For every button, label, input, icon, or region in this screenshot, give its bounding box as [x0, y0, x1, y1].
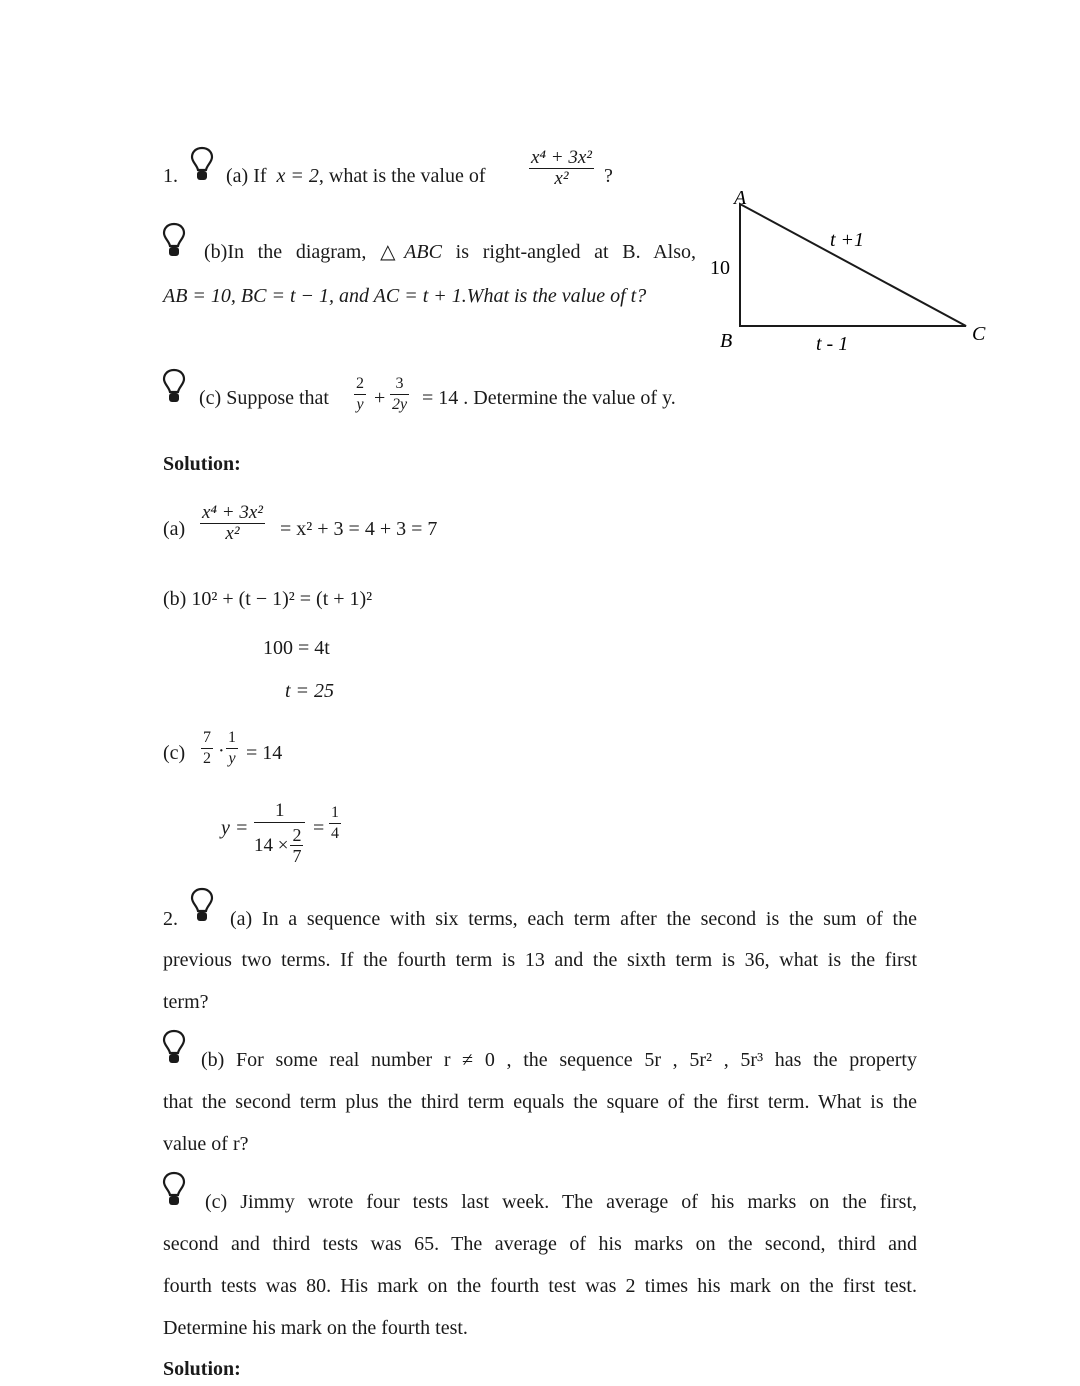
q1b-line1: (b)In the diagram, △ABC is right-angled at B. Also, [204, 241, 697, 263]
sol1b-line3: t = 25 [285, 680, 335, 702]
q1a-fraction: $\frac{\text{x⁴ + 3x²}}{\text{x²}}$ [531, 147, 592, 189]
sol1c-fraction-2: $\frac{1}{y}$ [228, 729, 236, 767]
q2c-line3: fourth tests was 80. His mark on the fourth test was 2 times his mark on the first test. [163, 1275, 917, 1297]
sol1c2-den-prefix: 14 × [254, 834, 289, 856]
q2c-line1: (c) Jimmy wrote four tests last week. The average of his marks on the first, [205, 1191, 917, 1213]
lightbulb-icon [162, 1171, 186, 1207]
q2a-line3: term? [163, 991, 209, 1013]
side-label-ac: t +1 [830, 229, 865, 251]
sol1c-dot: · [218, 740, 225, 762]
q2a-line2: previous two terms. If the fourth term is 13 and the sixth term is 36, what is the first [163, 949, 917, 971]
q1c-plus: + [374, 387, 386, 409]
q1b-line2: AB = 10, BC = t − 1, and AC = t + 1.What is the value of t? [163, 285, 647, 307]
q1a-question-mark: ? [604, 165, 613, 187]
q2c-line4: Determine his mark on the fourth test. [163, 1317, 468, 1339]
sol1c2-den-fraction: $\frac{2}{7}$ [292, 825, 302, 866]
sol1c-fraction-1: $\frac{7}{2}$ [203, 729, 211, 767]
question-number-2: 2. [163, 908, 178, 930]
lightbulb-icon [162, 222, 186, 258]
q1c-fraction-1: $\frac{2}{y}$ [356, 375, 364, 413]
lightbulb-icon [190, 887, 214, 923]
sol1c2-eq: = [313, 817, 325, 839]
q1a-text: (a) If x = 2, what is the value of [226, 165, 486, 187]
vertex-label-a: A [734, 187, 747, 209]
q2b-line3: value of r? [163, 1133, 249, 1155]
side-label-bc: t - 1 [816, 333, 849, 355]
sol1b-line1: (b) 10² + (t − 1)² = (t + 1)² [163, 588, 373, 610]
sol1a-fraction: $\frac{\text{x⁴ + 3x²}}{\text{x²}}$ [202, 502, 263, 544]
q2b-line2: that the second term plus the third term equals the square of the first term. What is the [163, 1091, 917, 1113]
solution-heading-2: Solution: [163, 1358, 241, 1380]
q2a-line1: (a) In a sequence with six terms, each term after the second is the sum of the [230, 908, 917, 930]
side-label-ab: 10 [710, 257, 730, 279]
vertex-label-b: B [720, 330, 733, 352]
lightbulb-icon [162, 1029, 186, 1065]
sol1c2-y: y = [221, 817, 249, 839]
lightbulb-icon [162, 368, 186, 404]
question-number-1: 1. [163, 165, 178, 187]
triangle-diagram [700, 180, 1000, 360]
q1c-prefix: (c) Suppose that [199, 387, 329, 409]
q1c-fraction-2: $\frac{3}{2y}$ [392, 375, 408, 413]
sol1c-label: (c) [163, 742, 186, 764]
q2c-line2: second and third tests was 65. The average of his marks on the second, third and [163, 1233, 917, 1255]
sol1c2-complex-fraction [254, 800, 305, 866]
solution-heading-1: Solution: [163, 453, 241, 475]
lightbulb-icon [190, 146, 214, 182]
sol1b-line2: 100 = 4t [263, 637, 330, 659]
sol1c2-result-fraction: $\frac{1}{4}$ [331, 804, 339, 842]
q1c-end: = 14 . Determine the value of y. [422, 387, 676, 409]
vertex-label-c: C [972, 323, 986, 345]
sol1c-eq: = 14 [246, 742, 283, 764]
sol1a-rest: = x² + 3 = 4 + 3 = 7 [280, 518, 438, 540]
sol1a-label: (a) [163, 518, 186, 540]
sol1c2-numerator: 1 [254, 800, 305, 823]
q2b-line1: (b) For some real number r ≠ 0 , the sequence 5r , 5r² , 5r³ has the property [201, 1049, 917, 1071]
